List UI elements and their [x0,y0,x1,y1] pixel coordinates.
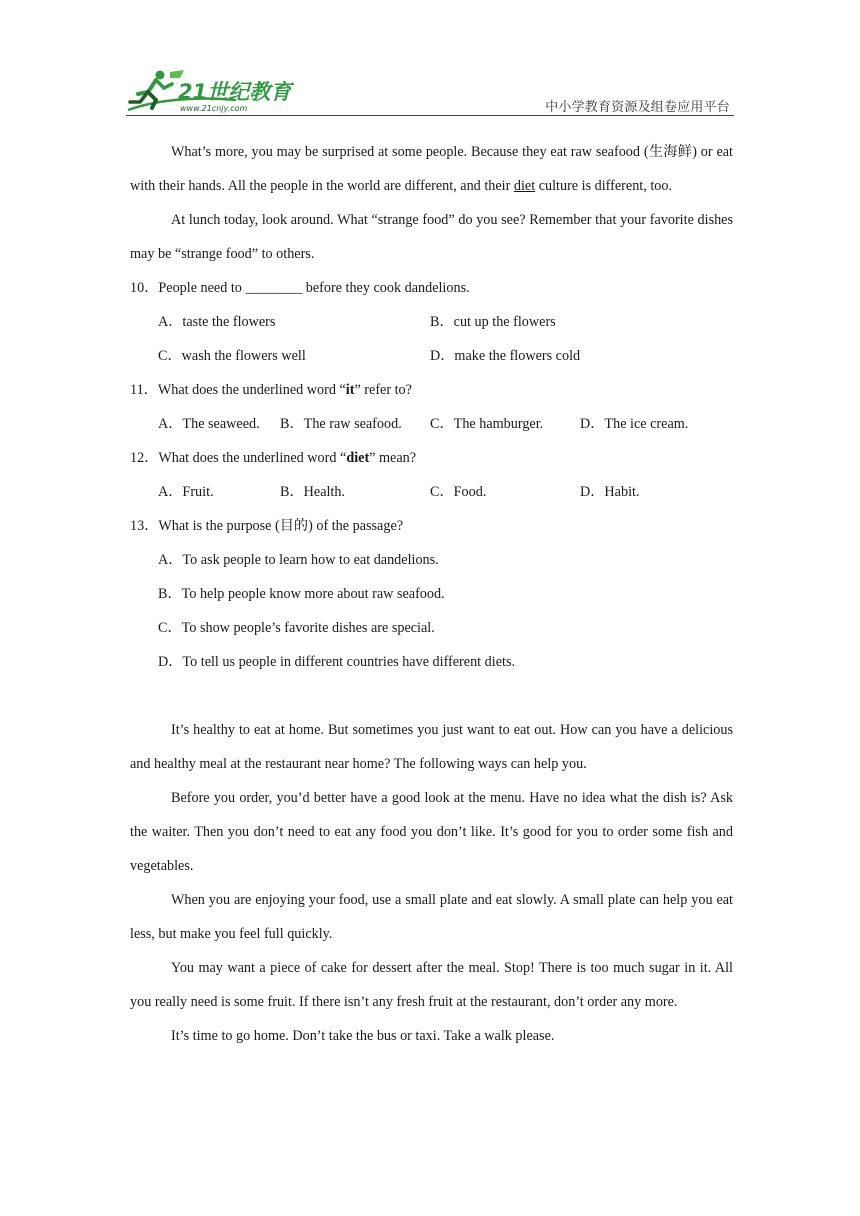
q13-option-d: D．To tell us people in different countries have different diets. [158,654,516,670]
passage2-paragraph-5: It’s time to go home. Don’t take the bus or taxi. Take a walk please. [171,1028,555,1044]
q12-option-d: D．Habit. [580,484,640,500]
question-11-options [130,407,733,441]
q12-option-c: C．Food. [430,484,487,500]
passage2-paragraph-1: It’s healthy to eat at home. But sometimes you just want to eat out. How can you have a delicious and healthy meal at the restaurant near home? The following ways can help you. [130,722,733,772]
section-spacer [130,679,733,713]
q13-option-a: A．To ask people to learn how to eat dandelions. [158,552,439,568]
logo-url: www.21cnjy.com [180,104,248,113]
logo-text: 21世纪教育 [178,80,292,104]
question-11-stem: 11．What does the underlined word “it” refer to? [130,382,412,398]
question-10-stem: 10．People need to ________ before they cook dandelions. [130,280,470,296]
question-12-options [130,475,733,509]
passage2-paragraph-2: Before you order, you’d better have a good look at the menu. Have no idea what the dish is? Ask the waiter. Then you don’t need to eat any food you don’t like. It’s good for you to order some fish and vegetables. [130,790,733,874]
passage2-paragraph-4: You may want a piece of cake for dessert after the meal. Stop! There is too much sugar in it. All you really need is some fruit. If there isn’t any fresh fruit at the restaurant, don’t order any more. [130,960,733,1010]
passage1-paragraph-1: What’s more, you may be surprised at some people. Because they eat raw seafood (生海鲜) or eat with their hands. All the people in the world are different, and their diet culture is different, too. [130,144,733,194]
runner-logo-icon [126,66,296,116]
question-10-options-row-2 [130,339,733,373]
q11-option-c: C．The hamburger. [430,416,544,432]
q10-option-b: B．cut up the flowers [430,314,556,330]
document-body [130,135,733,1053]
question-10-options-row-1 [130,305,733,339]
passage1-paragraph-2: At lunch today, look around. What “strange food” do you see? Remember that your favorite dishes may be “strange food” to others. [130,212,733,262]
header-platform-text: 中小学教育资源及组卷应用平台 [545,100,730,115]
q12-option-a: A．Fruit. [158,484,214,500]
q10-option-c: C．wash the flowers well [158,348,306,364]
page-header [126,66,734,116]
q12-option-b: B．Health. [280,484,346,500]
q11-option-a: A．The seaweed. [158,416,260,432]
q13-option-b: B．To help people know more about raw seafood. [158,586,445,602]
q10-option-d: D．make the flowers cold [430,348,581,364]
underlined-word-diet: diet [513,178,536,194]
q10-option-a: A．taste the flowers [158,314,276,330]
q13-option-c: C．To show people’s favorite dishes are special. [158,620,435,636]
q11-option-d: D．The ice cream. [580,416,689,432]
header-divider [126,115,734,116]
site-logo [126,66,296,116]
passage2-paragraph-3: When you are enjoying your food, use a small plate and eat slowly. A small plate can help you eat less, but make you feel full quickly. [130,892,733,942]
question-12-stem: 12．What does the underlined word “diet” mean? [130,450,417,466]
question-13-stem: 13．What is the purpose (目的) of the passage? [130,518,404,534]
q11-option-b: B．The raw seafood. [280,416,402,432]
